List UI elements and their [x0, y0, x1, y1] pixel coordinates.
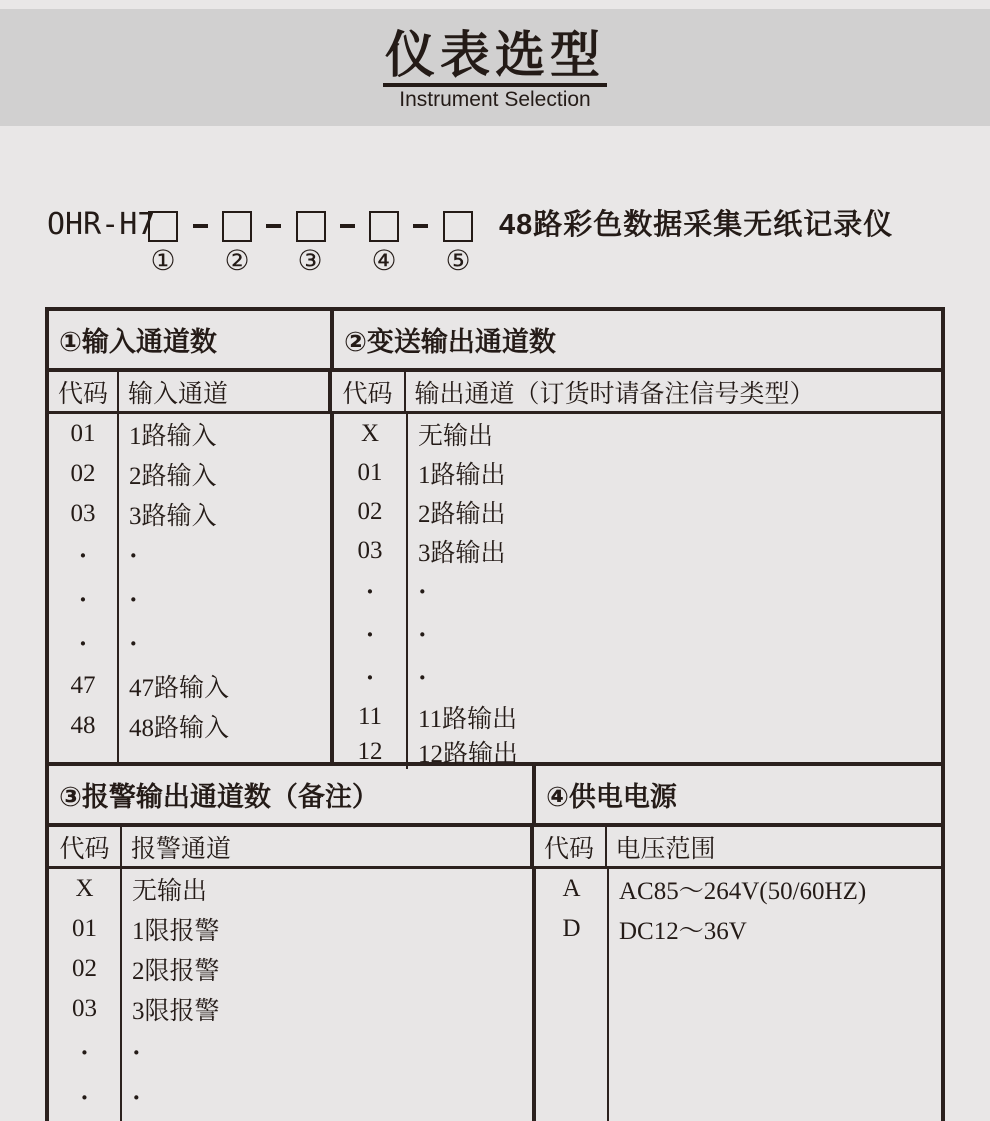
bottom-data-area	[49, 869, 941, 1121]
table-row-ellipsis	[49, 578, 330, 622]
circled-number-3: ③	[297, 246, 323, 277]
model-code-line	[47, 203, 947, 288]
row-code: ·	[334, 656, 408, 699]
row-code: 01	[49, 909, 122, 949]
row-desc: ·	[129, 585, 138, 614]
model-code-box-2	[222, 211, 252, 242]
row-desc: 无输出	[418, 422, 494, 450]
section3-title: ③报警输出通道数（备注）	[49, 766, 536, 823]
row-code: X	[334, 414, 408, 453]
row-code: X	[49, 869, 122, 909]
model-description: 48路彩色数据采集无纸记录仪	[499, 209, 894, 241]
section3-code-header: 代码	[49, 827, 122, 866]
row-desc: 3限报警	[132, 998, 220, 1025]
row-desc: ·	[418, 662, 427, 692]
selection-table	[45, 307, 945, 1121]
section2-rows	[334, 414, 941, 768]
row-code	[49, 746, 119, 762]
table-row	[334, 414, 941, 453]
table-row	[536, 869, 941, 909]
row-code: ·	[49, 1076, 122, 1120]
row-desc	[119, 746, 330, 762]
section1-code-header: 代码	[49, 372, 119, 411]
page-subtitle: Instrument Selection	[399, 88, 591, 111]
table-row	[49, 869, 532, 909]
row-desc	[609, 949, 941, 1121]
table-row-blank	[49, 746, 330, 762]
section4-code-header: 代码	[534, 827, 607, 866]
table-row-ellipsis	[49, 1076, 532, 1120]
section2-code-header: 代码	[332, 372, 406, 411]
row-code: 47	[49, 666, 119, 706]
row-code: 02	[49, 949, 122, 989]
row-desc: 2路输出	[418, 500, 506, 528]
section1-title: ①输入通道数	[49, 311, 334, 368]
table-row	[334, 492, 941, 531]
table-row-blank	[536, 949, 941, 1121]
dash-separator	[340, 224, 355, 228]
table-row	[334, 699, 941, 734]
row-desc: AC85～264V(50/60HZ)	[619, 878, 867, 905]
table-row-ellipsis	[334, 656, 941, 699]
row-desc: 1路输出	[418, 461, 506, 489]
dash-separator	[266, 224, 281, 228]
header-band	[0, 9, 990, 126]
section2-desc-header: 输出通道（订货时请备注信号类型）	[414, 380, 815, 408]
section2-title: ②变送输出通道数	[344, 327, 556, 357]
page-title: 仪表选型	[383, 27, 607, 87]
table-row	[536, 909, 941, 949]
row-desc: ·	[132, 1037, 141, 1067]
row-code: 11	[334, 699, 408, 734]
column-header-row	[49, 372, 941, 414]
row-desc: 1限报警	[132, 918, 220, 945]
section4-title: ④供电电源	[546, 782, 677, 812]
table-row	[49, 949, 532, 989]
row-code	[536, 949, 609, 1121]
row-code: ·	[49, 578, 119, 622]
row-desc: ·	[418, 619, 427, 649]
row-code: 03	[49, 494, 119, 534]
row-desc: 48路输入	[129, 715, 230, 742]
table-row-ellipsis	[49, 1029, 532, 1076]
table-row	[49, 494, 330, 534]
title-block	[383, 27, 607, 112]
row-code: ·	[49, 622, 119, 666]
row-desc: ·	[132, 1083, 141, 1112]
section3-desc-header: 报警通道	[122, 827, 534, 866]
row-desc: 无输出	[132, 878, 208, 905]
row-code: 03	[49, 989, 122, 1029]
column-header-row	[49, 827, 941, 869]
model-code-box-1	[148, 211, 178, 242]
table-row	[49, 454, 330, 494]
table-row	[49, 989, 532, 1029]
table-row	[334, 531, 941, 570]
table-row	[334, 453, 941, 492]
table-bottom-block	[49, 766, 941, 1121]
table-top-block	[49, 311, 941, 766]
row-code: 01	[49, 414, 119, 454]
table-row-ellipsis	[334, 613, 941, 656]
row-code: 01	[334, 453, 408, 492]
section1-rows	[49, 414, 334, 762]
row-desc: 11路输出	[418, 705, 518, 733]
row-desc: DC12～36V	[619, 918, 747, 945]
section1-desc-header: 输入通道	[119, 372, 332, 411]
row-desc: ·	[418, 576, 427, 606]
table-row-ellipsis	[334, 570, 941, 613]
table-row-ellipsis	[49, 534, 330, 578]
circled-number-2: ②	[224, 246, 250, 277]
table-row	[49, 414, 330, 454]
model-code-box-5	[443, 211, 473, 242]
table-row	[49, 706, 330, 746]
row-code: 02	[334, 492, 408, 531]
circled-number-5: ⑤	[445, 246, 471, 277]
row-code: 48	[49, 706, 119, 746]
section-title-row	[49, 311, 941, 372]
model-code-box-4	[369, 211, 399, 242]
row-desc: 2限报警	[132, 958, 220, 985]
row-desc: ·	[129, 541, 138, 570]
row-code: 12	[334, 734, 408, 769]
row-code: 03	[334, 531, 408, 570]
row-desc: 12路输出	[418, 740, 519, 768]
section-title-row	[49, 766, 941, 827]
table-row	[49, 666, 330, 706]
model-code-box-3	[296, 211, 326, 242]
section3-rows	[49, 869, 536, 1121]
row-code: ·	[334, 613, 408, 656]
dash-separator	[413, 224, 428, 228]
table-row	[334, 734, 941, 769]
row-code: 02	[49, 454, 119, 494]
row-code: A	[536, 869, 609, 909]
top-data-area	[49, 414, 941, 768]
section4-rows	[536, 869, 941, 1121]
row-desc: 3路输出	[418, 539, 506, 567]
row-desc: 2路输入	[129, 463, 217, 490]
row-desc: ·	[129, 629, 138, 658]
circled-number-4: ④	[371, 246, 397, 277]
row-desc: 47路输入	[129, 675, 230, 702]
row-code: D	[536, 909, 609, 949]
row-desc: 3路输入	[129, 503, 217, 530]
row-code: ·	[49, 534, 119, 578]
circled-number-1: ①	[150, 246, 176, 277]
model-prefix: OHR-H7	[47, 207, 156, 242]
dash-separator	[193, 224, 208, 228]
table-row-ellipsis	[49, 622, 330, 666]
row-code: ·	[334, 570, 408, 613]
table-row	[49, 909, 532, 949]
row-code: ·	[49, 1029, 122, 1076]
row-desc: 1路输入	[129, 423, 217, 450]
section4-desc-header: 电压范围	[615, 835, 716, 863]
